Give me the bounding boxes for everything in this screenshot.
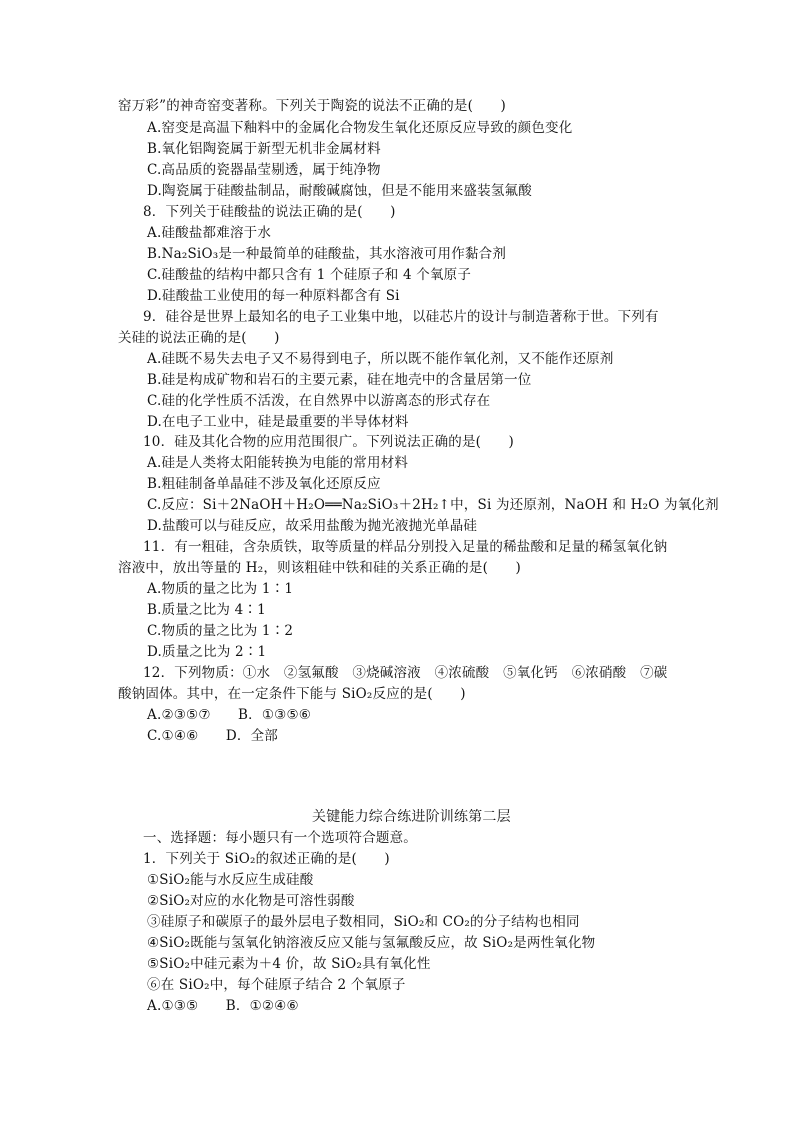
q9-option-b: B.硅是构成矿物和岩石的主要元素，硅在地壳中的含量居第一位 bbox=[147, 372, 532, 388]
q7-stem-end: 窑万彩”的神奇窑变著称。下列关于陶瓷的说法不正确的是( ) bbox=[118, 98, 506, 114]
q11-option-d: D.质量之比为 2∶1 bbox=[147, 644, 267, 660]
q8-option-b: B.Na₂SiO₃是一种最简单的硅酸盐，其水溶液可用作黏合剂 bbox=[147, 246, 507, 262]
q11-option-a: A.物质的量之比为 1∶1 bbox=[147, 581, 294, 597]
q7-option-b: B.氧化铝陶瓷属于新型无机非金属材料 bbox=[147, 141, 381, 157]
s2-q1-statement-6: ⑥在 SiO₂中，每个硅原子结合 2 个氧原子 bbox=[147, 977, 406, 993]
q9-option-c: C.硅的化学性质不活泼，在自然界中以游离态的形式存在 bbox=[147, 393, 491, 409]
q12-stem-cont: 酸钠固体。其中，在一定条件下能与 SiO₂反应的是( ) bbox=[118, 686, 466, 702]
s2-q1-stem: 1．下列关于 SiO₂的叙述正确的是( ) bbox=[143, 851, 390, 867]
q8-option-a: A.硅酸盐都难溶于水 bbox=[147, 225, 272, 241]
q9-stem: 9．硅谷是世界上最知名的电子工业集中地，以硅芯片的设计与制造著称于世。下列有 bbox=[143, 309, 659, 325]
q11-stem-cont: 溶液中，放出等量的 H₂，则该粗硅中铁和硅的关系正确的是( ) bbox=[118, 560, 521, 576]
q11-option-b: B.质量之比为 4∶1 bbox=[147, 602, 266, 618]
q11-option-c: C.物质的量之比为 1∶2 bbox=[147, 623, 294, 639]
section-instruction: 一、选择题：每小题只有一个选项符合题意。 bbox=[143, 830, 417, 846]
q10-option-b: B.粗硅制备单晶硅不涉及氧化还原反应 bbox=[147, 476, 381, 492]
q10-stem: 10．硅及其化合物的应用范围很广。下列说法正确的是( ) bbox=[143, 434, 515, 450]
q7-option-c: C.高品质的瓷器晶莹剔透，属于纯净物 bbox=[147, 162, 381, 178]
s2-q1-statement-2: ②SiO₂对应的水化物是可溶性弱酸 bbox=[147, 893, 355, 909]
q10-option-c: C.反应：Si＋2NaOH＋H₂O══Na₂SiO₃＋2H₂↑中，Si 为还原剂，NaOH 和 H₂O 为氧化剂 bbox=[147, 497, 719, 513]
q9-stem-cont: 关硅的说法正确的是( ) bbox=[118, 330, 280, 346]
q9-option-a: A.硅既不易失去电子又不易得到电子，所以既不能作氧化剂，又不能作还原剂 bbox=[147, 351, 614, 367]
q8-option-c: C.硅酸盐的结构中都只含有 1 个硅原子和 4 个氧原子 bbox=[147, 267, 472, 283]
q7-option-d: D.陶瓷属于硅酸盐制品，耐酸碱腐蚀，但是不能用来盛装氢氟酸 bbox=[147, 183, 532, 199]
q11-stem: 11．有一粗硅，含杂质铁，取等质量的样品分别投入足量的稀盐酸和足量的稀氢氧化钠 bbox=[143, 539, 668, 555]
q12-stem: 12．下列物质：①水 ②氢氟酸 ③烧碱溶液 ④浓硫酸 ⑤氧化钙 ⑥浓硝酸 ⑦碳 bbox=[143, 665, 668, 681]
q7-option-a: A.窑变是高温下釉料中的金属化合物发生氧化还原反应导致的颜色变化 bbox=[147, 120, 573, 136]
q10-option-a: A.硅是人类将太阳能转换为电能的常用材料 bbox=[147, 455, 409, 471]
q8-stem: 8．下列关于硅酸盐的说法正确的是( ) bbox=[143, 204, 396, 220]
s2-q1-statement-5: ⑤SiO₂中硅元素为＋4 价，故 SiO₂具有氧化性 bbox=[147, 956, 431, 972]
s2-q1-statement-4: ④SiO₂既能与氢氧化钠溶液反应又能与氢氟酸反应，故 SiO₂是两性氧化物 bbox=[147, 935, 596, 951]
s2-q1-statement-3: ③硅原子和碳原子的最外层电子数相同，SiO₂和 CO₂的分子结构也相同 bbox=[147, 914, 580, 930]
q8-option-d: D.硅酸盐工业使用的每一种原料都含有 Si bbox=[147, 288, 400, 304]
q12-options-ab: A.②③⑤⑦ B．①③⑤⑥ bbox=[147, 707, 312, 723]
q12-options-cd: C.①④⑥ D．全部 bbox=[147, 728, 278, 744]
q9-option-d: D.在电子工业中，硅是最重要的半导体材料 bbox=[147, 414, 409, 430]
s2-q1-statement-1: ①SiO₂能与水反应生成硅酸 bbox=[147, 872, 314, 888]
section-title: 关键能力综合练进阶训练第二层 bbox=[312, 809, 511, 825]
s2-q1-options-ab: A.①③⑤ B．①②④⑥ bbox=[147, 998, 299, 1014]
q10-option-d: D.盐酸可以与硅反应，故采用盐酸为抛光液抛光单晶硅 bbox=[147, 518, 478, 534]
